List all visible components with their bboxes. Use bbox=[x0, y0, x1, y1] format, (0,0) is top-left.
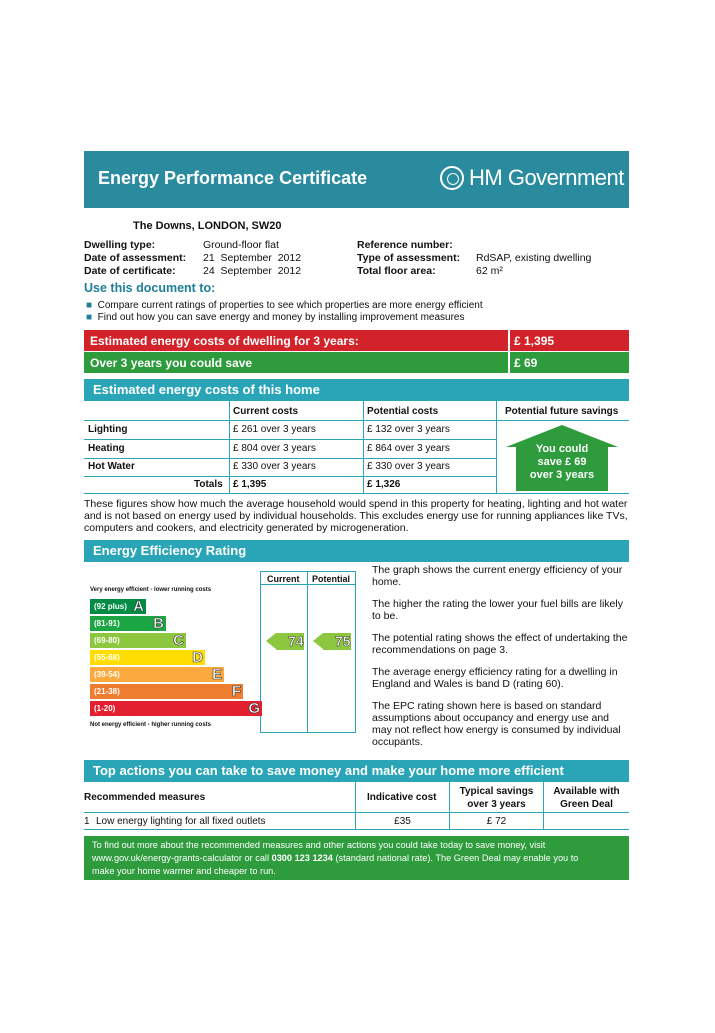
band-range: (81-91) bbox=[94, 619, 120, 628]
footer-line-2: www.gov.uk/energy-grants-calculator or call 0300 123 1234 (standard national rate). The Green Deal may enable you to bbox=[92, 853, 579, 863]
band-range: (92 plus) bbox=[94, 602, 127, 611]
divider bbox=[508, 352, 510, 373]
actions-heading: Top actions you can take to save money and make your home more efficient bbox=[84, 760, 629, 782]
rating-band-a bbox=[90, 599, 146, 614]
potential-rating: 75 bbox=[335, 633, 351, 649]
divider bbox=[84, 812, 629, 813]
use-item bbox=[86, 300, 483, 311]
save-label: Over 3 years you could save bbox=[90, 356, 253, 370]
row-name: Hot Water bbox=[88, 461, 135, 472]
rating-band-c bbox=[90, 633, 186, 648]
phone-number: 0300 123 1234 bbox=[271, 853, 333, 863]
bullet-icon: ■ bbox=[86, 312, 93, 323]
band-range: (39-54) bbox=[94, 670, 120, 679]
band-range: (69-80) bbox=[94, 636, 120, 645]
rating-text: The graph shows the current energy efficiency of your home. bbox=[372, 564, 623, 588]
row-name: Heating bbox=[88, 443, 125, 454]
rating-heading: Energy Efficiency Rating bbox=[84, 540, 629, 562]
row-current: £ 261 over 3 years bbox=[233, 424, 316, 435]
divider bbox=[229, 401, 230, 494]
divider bbox=[508, 330, 510, 351]
row-current: £ 330 over 3 years bbox=[233, 461, 316, 472]
band-letter: D bbox=[192, 649, 203, 666]
use-item bbox=[86, 312, 483, 323]
date-certificate: 24 September 2012 bbox=[203, 265, 302, 277]
divider bbox=[84, 829, 629, 830]
current-rating: 74 bbox=[288, 633, 304, 649]
row-potential: £ 330 over 3 years bbox=[367, 461, 450, 472]
use-title: Use this document to: bbox=[84, 281, 216, 295]
dwelling-type: Ground-floor flat bbox=[203, 239, 279, 251]
bottom-caption: Not energy efficient - higher running costs bbox=[90, 722, 212, 728]
actions-footer bbox=[84, 836, 629, 880]
col-potential-costs: Potential costs bbox=[367, 406, 439, 417]
total-potential: £ 1,326 bbox=[367, 479, 401, 490]
use-list bbox=[86, 300, 483, 323]
potential-column bbox=[308, 571, 356, 733]
current-rating-arrow bbox=[276, 633, 304, 650]
reference-label: Reference number: bbox=[357, 239, 453, 251]
col-current-costs: Current costs bbox=[233, 406, 299, 417]
divider bbox=[84, 420, 629, 421]
rating-text: The EPC rating shown here is based on standard assumptions about occupancy and energy use and may not reflect how energy is consumed by individual occupants. bbox=[372, 700, 621, 748]
col-measures: Recommended measures bbox=[84, 792, 206, 803]
col-current: Current bbox=[267, 574, 300, 584]
row-current: £ 804 over 3 years bbox=[233, 443, 316, 454]
costs-note: These figures show how much the average household would spend in this property for heating, lighting and hot water and is not based on energy used by individual households. This excludes energy use for running appliances like TVs, computers and cookers, and electricity generated by microgeneration. bbox=[84, 498, 628, 534]
rating-explanation bbox=[372, 564, 630, 748]
actions-table bbox=[84, 782, 629, 830]
rating-band-d bbox=[90, 650, 205, 665]
savings-line-2: save £ 69 bbox=[537, 456, 587, 468]
footer-line-3: make your home warmer and cheaper to run. bbox=[92, 866, 276, 876]
rating-band-b bbox=[90, 616, 166, 631]
divider bbox=[84, 493, 629, 494]
band-range: (1-20) bbox=[94, 704, 116, 713]
divider bbox=[363, 401, 364, 494]
row-potential: £ 132 over 3 years bbox=[367, 424, 450, 435]
band-letter: A bbox=[133, 598, 144, 615]
savings-line-1: You could bbox=[535, 443, 589, 455]
use-item-text: Find out how you can save energy and money by installing improvement measures bbox=[97, 312, 465, 323]
rating-text: The potential rating shows the effect of undertaking the recommendations on page 3. bbox=[372, 632, 628, 656]
divider bbox=[84, 439, 496, 440]
current-column bbox=[260, 571, 308, 733]
footer-line-1: To find out more about the recommended measures and other actions you could take today to save money, visit bbox=[92, 840, 546, 850]
band-letter: G bbox=[248, 700, 260, 717]
measure-number: 1 bbox=[84, 816, 90, 827]
floor-area-label: Total floor area: bbox=[357, 265, 436, 277]
measure-name: Low energy lighting for all fixed outlets bbox=[96, 816, 266, 827]
use-item-text: Compare current ratings of properties to see which properties are more energy efficient bbox=[97, 300, 483, 311]
date-assessment: 21 September 2012 bbox=[203, 252, 302, 264]
rating-text: The higher the rating the lower your fuel bills are likely to be. bbox=[372, 598, 623, 622]
save-bar bbox=[84, 352, 629, 373]
cost-bar bbox=[84, 330, 629, 351]
divider bbox=[496, 401, 497, 494]
header-banner bbox=[84, 151, 629, 208]
band-letter: B bbox=[153, 615, 164, 632]
royal-crest-icon bbox=[440, 166, 464, 190]
col-typical-savings: Typical savings over 3 years bbox=[459, 786, 534, 810]
costs-heading: Estimated energy costs of this home bbox=[84, 379, 629, 401]
date-certificate-label: Date of certificate: bbox=[84, 265, 176, 277]
save-value: £ 69 bbox=[514, 356, 538, 370]
divider bbox=[84, 476, 496, 477]
measure-savings: £ 72 bbox=[486, 816, 507, 827]
total-current: £ 1,395 bbox=[233, 479, 267, 490]
top-caption: Very energy efficient - lower running costs bbox=[90, 587, 212, 593]
date-assessment-label: Date of assessment: bbox=[84, 252, 187, 264]
savings-house-badge bbox=[516, 443, 608, 491]
type-assessment: RdSAP, existing dwelling bbox=[476, 252, 592, 264]
rating-band-g bbox=[90, 701, 262, 716]
rating-graph bbox=[84, 571, 356, 733]
col-indicative-cost: Indicative cost bbox=[367, 792, 437, 803]
potential-rating-arrow bbox=[323, 633, 351, 650]
totals-label: Totals bbox=[194, 479, 223, 490]
col-potential: Potential bbox=[312, 574, 351, 584]
address: The Downs, LONDON, SW20 bbox=[133, 220, 282, 232]
band-range: (21-38) bbox=[94, 687, 120, 696]
costs-table bbox=[84, 401, 629, 494]
rating-band-e bbox=[90, 667, 224, 682]
rating-text: The average energy efficiency rating for a dwelling in England and Wales is band D (rating 60). bbox=[372, 666, 618, 690]
divider bbox=[260, 584, 356, 585]
band-letter: E bbox=[211, 666, 222, 683]
type-assessment-label: Type of assessment: bbox=[357, 252, 461, 264]
col-future-savings: Potential future savings bbox=[505, 406, 619, 417]
hm-government-logo: HM Government bbox=[469, 165, 624, 190]
band-range: (55-68) bbox=[94, 653, 120, 662]
bullet-icon: ■ bbox=[86, 300, 93, 311]
divider bbox=[84, 458, 496, 459]
dwelling-type-label: Dwelling type: bbox=[84, 239, 156, 251]
band-letter: F bbox=[231, 683, 241, 700]
cost-value: £ 1,395 bbox=[514, 334, 555, 348]
cost-label: Estimated energy costs of dwelling for 3 years: bbox=[90, 334, 359, 348]
rating-band-f bbox=[90, 684, 243, 699]
floor-area: 62 m² bbox=[476, 265, 503, 277]
band-letter: C bbox=[173, 632, 184, 649]
savings-line-3: over 3 years bbox=[529, 469, 595, 481]
row-name: Lighting bbox=[88, 424, 128, 435]
page-title: Energy Performance Certificate bbox=[98, 168, 368, 188]
measure-cost: £35 bbox=[394, 816, 411, 827]
col-green-deal: Available with Green Deal bbox=[553, 786, 620, 810]
row-potential: £ 864 over 3 years bbox=[367, 443, 450, 454]
